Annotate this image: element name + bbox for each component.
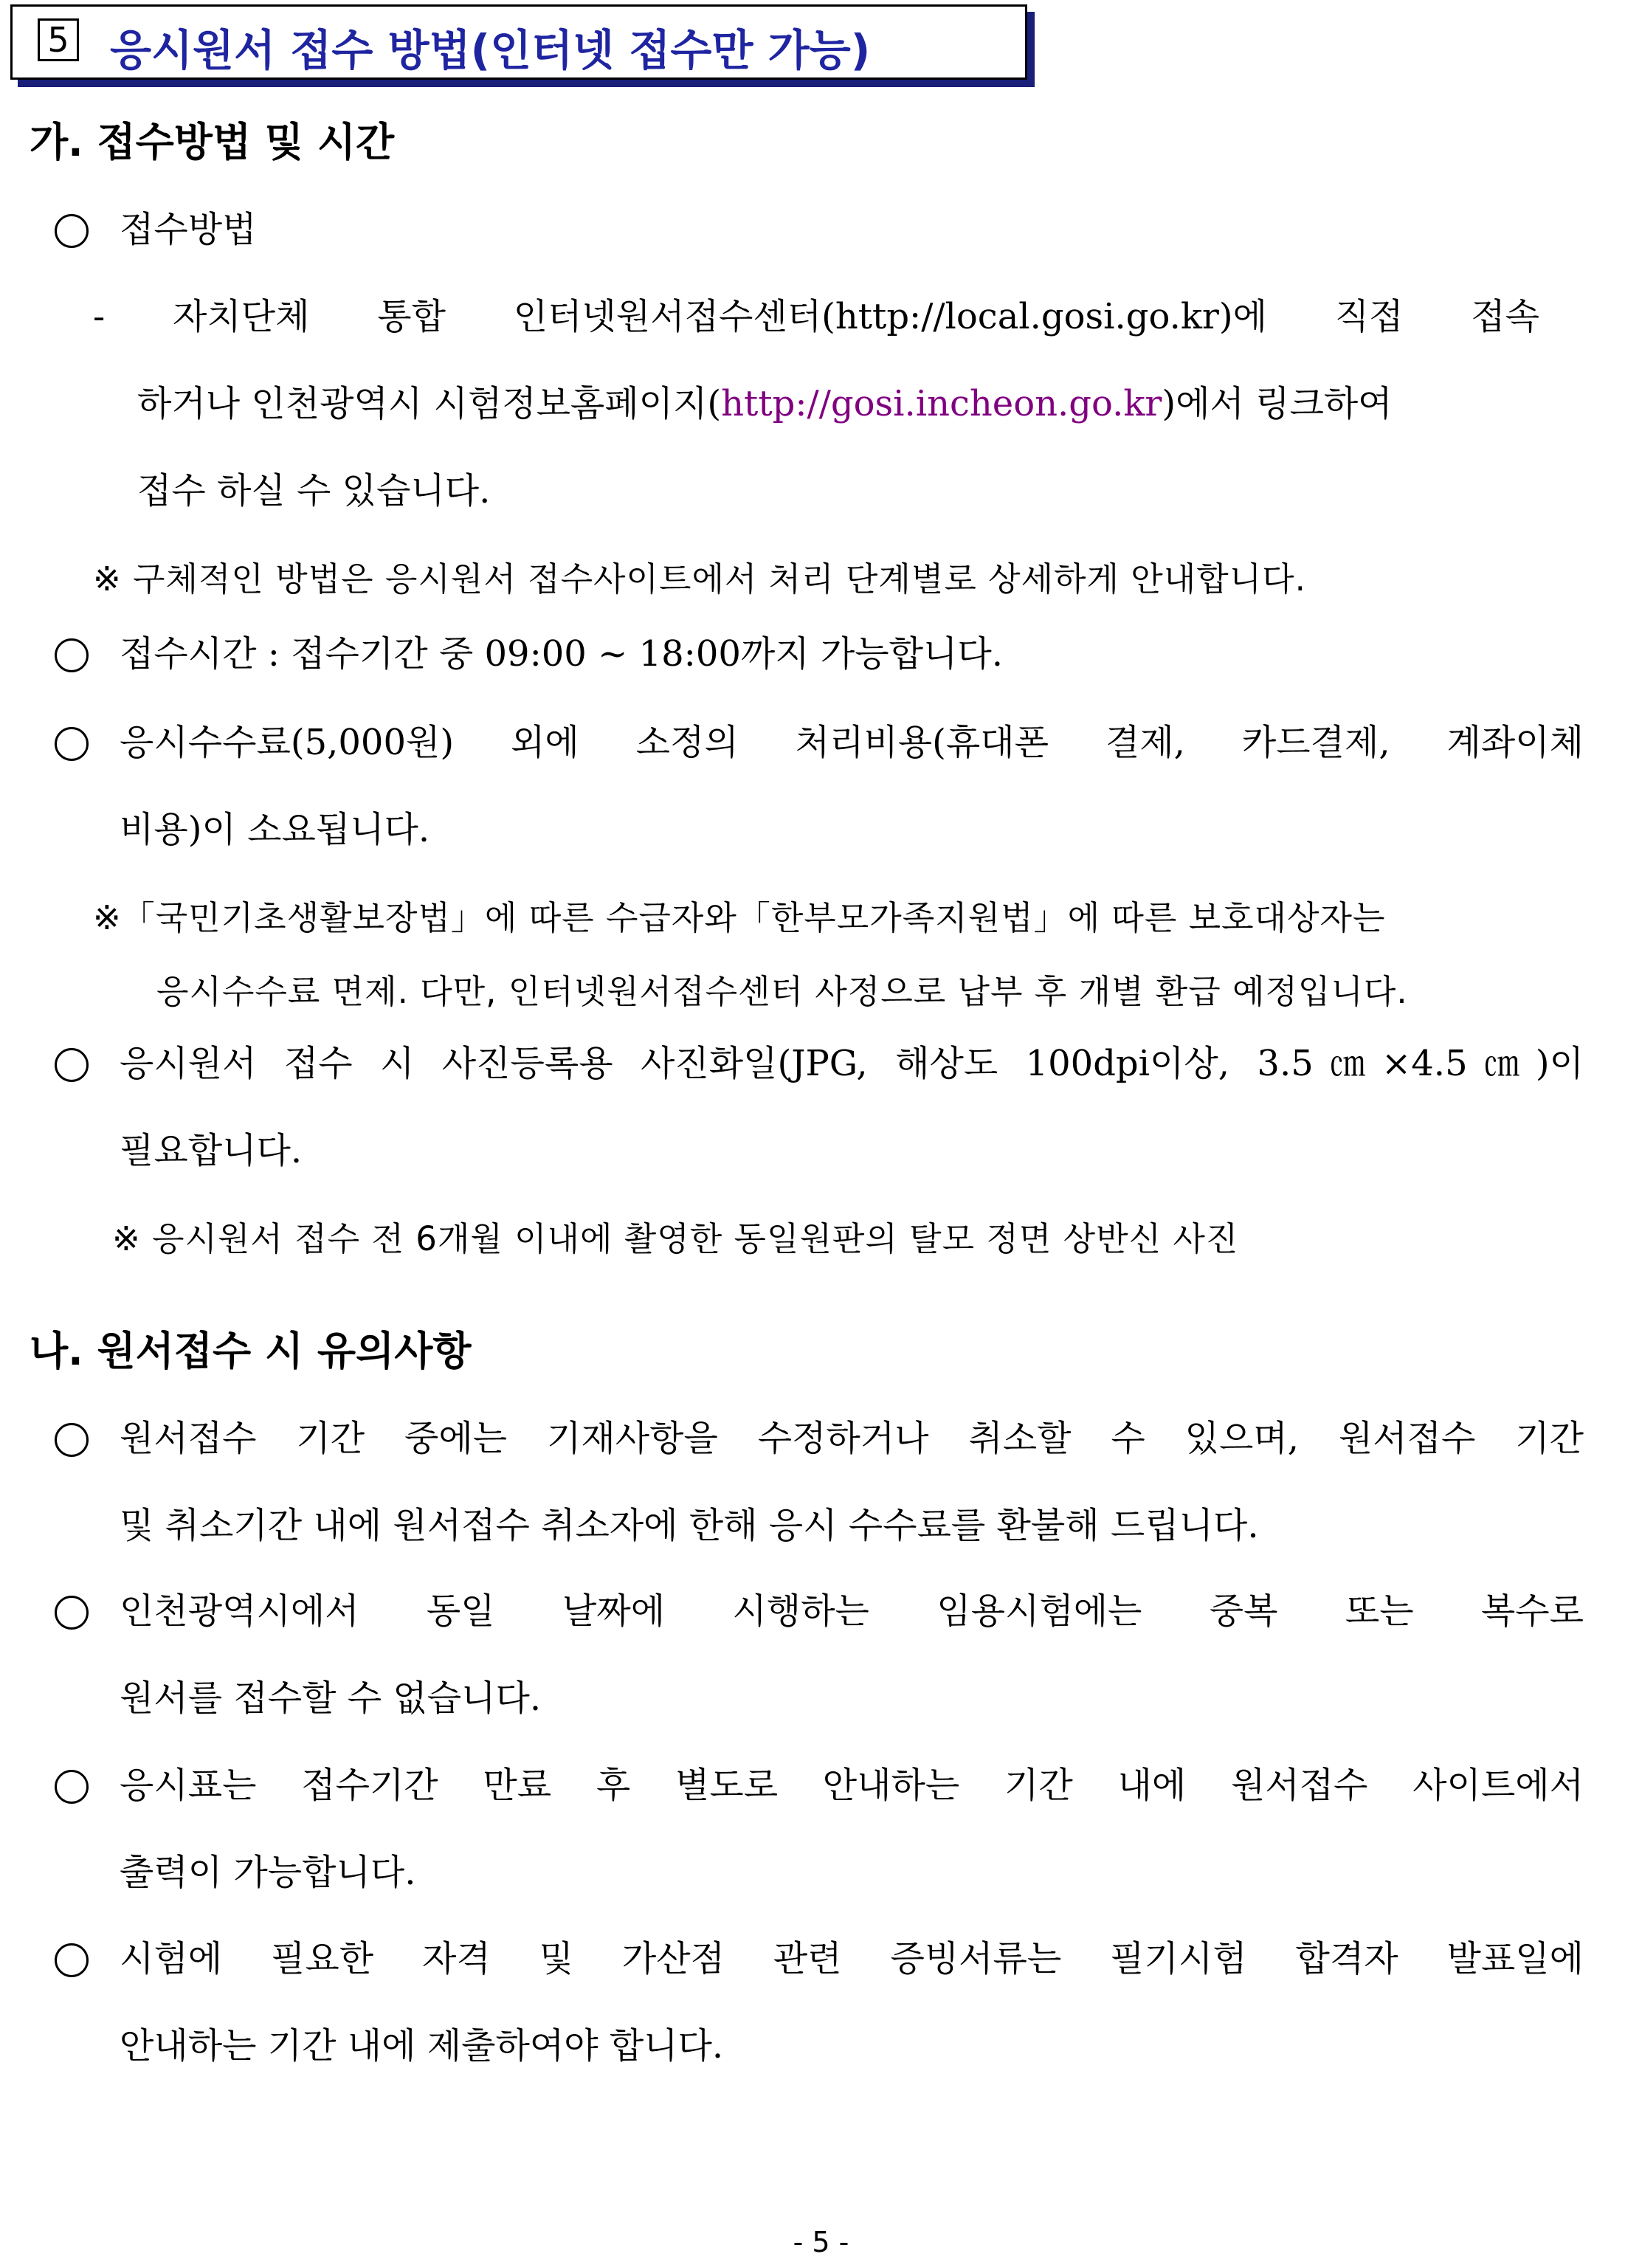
photo-note: ※ 응시원서 접수 전 6개월 이내에 촬영한 동일원판의 탈모 정면 상반신 사진 xyxy=(112,1219,1239,1258)
method-line-1: - 자치단체 통합 인터넷원서접수센터(http://local.gosi.go.kr)에 직접 접속 xyxy=(93,296,1539,337)
page-number: - 5 - xyxy=(793,2226,849,2258)
notice-item-4-line-2: 안내하는 기간 내에 제출하여야 합니다. xyxy=(120,2025,724,2067)
fee-line-1: 응시수수료(5,000원) 외에 소정의 처리비용(휴대폰 결제, 카드결제, 계좌이체 xyxy=(120,722,1584,763)
method-note: ※ 구체적인 방법은 응시원서 접수사이트에서 처리 단계별로 상세하게 안내합니다. xyxy=(93,559,1306,599)
notice-item-4-line-1: 시험에 필요한 자격 및 가산점 관련 증빙서류는 필기시험 합격자 발표일에 xyxy=(120,1938,1584,1979)
fee-note-2: 응시수수료 면제. 다만, 인터넷원서접수센터 사정으로 납부 후 개별 환급 예정입니다. xyxy=(156,972,1408,1011)
notice-item-3-line-1: 응시표는 접수기간 만료 후 별도로 안내하는 기간 내에 원서접수 사이트에서 xyxy=(120,1765,1584,1806)
notice-item-2-line-1: 인천광역시에서 동일 날짜에 시행하는 임용시험에는 중복 또는 복수로 xyxy=(120,1590,1584,1632)
bullet-circle-icon xyxy=(55,638,89,672)
section-number: 5 xyxy=(38,18,79,61)
method-label: 접수방법 xyxy=(120,209,257,250)
notice-item-2-line-2: 원서를 접수할 수 없습니다. xyxy=(120,1678,542,1719)
notice-item-3-line-2: 출력이 가능합니다. xyxy=(120,1852,416,1893)
bullet-circle-icon xyxy=(55,727,89,761)
fee-note-1: ※「국민기초생활보장법」에 따른 수급자와「한부모가족지원법」에 따른 보호대상자는 xyxy=(93,898,1386,937)
bullet-circle-icon xyxy=(55,1423,89,1457)
bullet-circle-icon xyxy=(55,214,89,248)
fee-line-2: 비용)이 소요됩니다. xyxy=(120,809,430,850)
section-title: 응시원서 접수 방법(인터넷 접수만 가능) xyxy=(110,25,871,75)
section-b-heading: 나. 원서접수 시 유의사항 xyxy=(30,1328,472,1374)
incheon-gosi-link[interactable]: http://gosi.incheon.go.kr xyxy=(721,383,1162,424)
notice-item-1-line-1: 원서접수 기간 중에는 기재사항을 수정하거나 취소할 수 있으며, 원서접수 기간 xyxy=(120,1418,1584,1459)
photo-line-1: 응시원서 접수 시 사진등록용 사진화일(JPG, 해상도 100dpi이상, 3.5㎝×4.5㎝)이 xyxy=(120,1043,1584,1084)
method-line-3: 접수 하실 수 있습니다. xyxy=(137,470,491,511)
bullet-circle-icon xyxy=(55,1048,89,1082)
method-line-2: 하거나 인천광역시 시험정보홈페이지(http://gosi.incheon.go.kr)에서 링크하여 xyxy=(137,383,1393,424)
section-a-heading: 가. 접수방법 및 시간 xyxy=(30,119,395,165)
section-title-box xyxy=(10,4,1027,80)
bullet-circle-icon xyxy=(55,1770,89,1804)
notice-item-1-line-2: 및 취소기간 내에 원서접수 취소자에 한해 응시 수수료를 환불해 드립니다. xyxy=(120,1505,1259,1546)
bullet-circle-icon xyxy=(55,1943,89,1977)
photo-line-2: 필요합니다. xyxy=(120,1130,303,1171)
time-line: 접수시간 : 접수기간 중 09:00 ~ 18:00까지 가능합니다. xyxy=(120,633,1003,675)
bullet-circle-icon xyxy=(55,1596,89,1630)
